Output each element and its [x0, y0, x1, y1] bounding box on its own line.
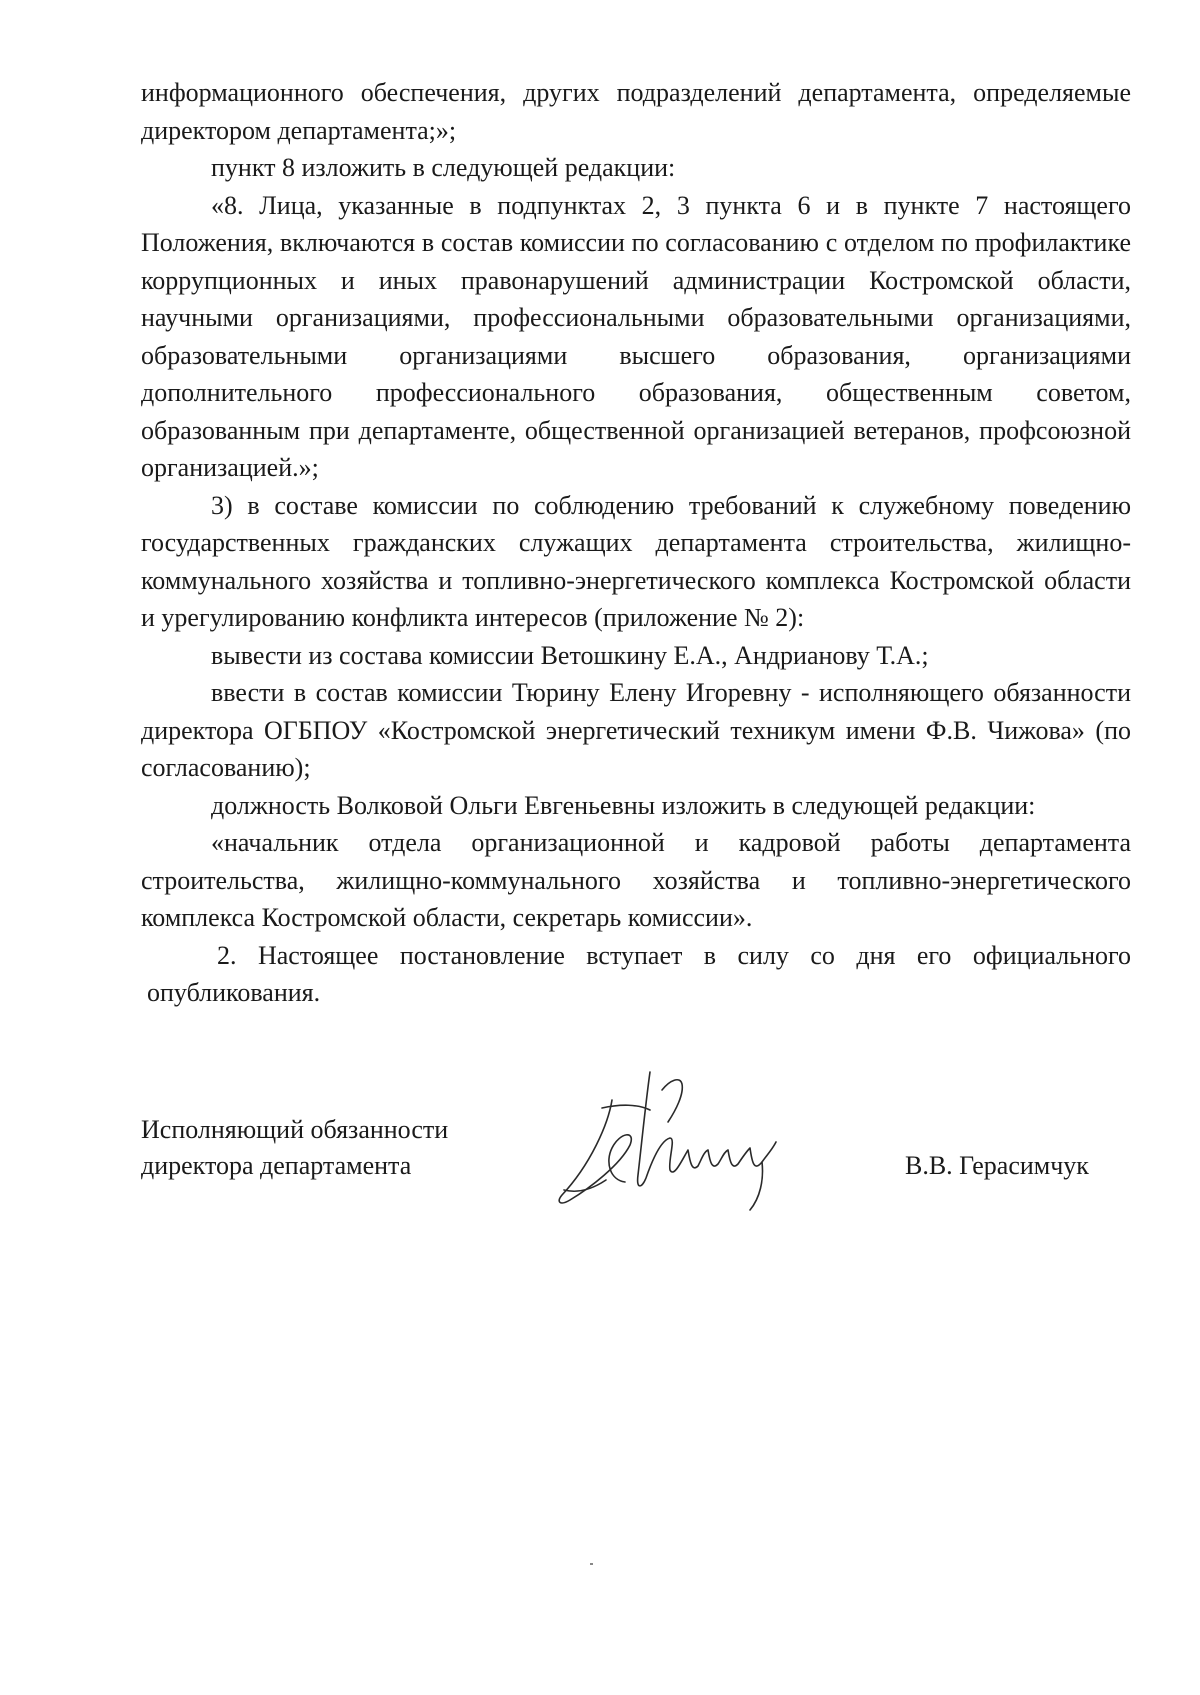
- paragraph-position-change: должность Волковой Ольги Евгеньевны изложить в следующей редакции:: [211, 790, 1036, 820]
- paragraph-effective-date: 2. Настоящее постановление вступает в силу со дня его официального опубликования.: [147, 940, 1131, 1007]
- signature-block: [0, 1060, 1200, 1230]
- signer-name: В.В. Герасимчук: [905, 1151, 1089, 1180]
- paragraph-item-8-intro: пункт 8 изложить в следующей редакции:: [211, 153, 676, 182]
- paragraph-item-8-text: «8. Лица, указанные в подпунктах 2, 3 пункта 6 и в пункте 7 настоящего Положения, включаются в состав комиссии по согласованию с отделом по профилактике коррупционных и иных правонарушений администрации Костромской области, научными организациями, профессиональными образовательными организациями, образовательными организациями высшего образования, организациями дополнительного профессионального образования, общественным советом, образованным при департаменте, общественной организацией ветеранов, профсоюзной организацией.»;: [141, 190, 1131, 482]
- scan-speck: [590, 1563, 593, 1565]
- document-body: [141, 74, 1131, 1012]
- handwritten-signature-icon: [550, 1070, 810, 1220]
- paragraph-remove-members: вывести из состава комиссии Ветошкину Е.А., Андрианову Т.А.;: [211, 640, 929, 670]
- signer-title-line-1: Исполняющий обязанности: [141, 1115, 449, 1144]
- paragraph-add-member: ввести в состав комиссии Тюрину Елену Игоревну - исполняющего обязанности директора ОГБПОУ «Костромской энергетический техникум имени Ф.В. Чижова» (по согласованию);: [141, 678, 1131, 782]
- paragraph-continuation: информационного обеспечения, других подразделений департамента, определяемые директором департамента;»;: [141, 78, 1131, 145]
- paragraph-subitem-3: 3) в составе комиссии по соблюдению требований к служебному поведению государственных гражданских служащих департамента строительства, жилищно-коммунального хозяйства и топливно-энергетического комплекса Костромской области и урегулированию конфликта интересов (приложение № 2):: [141, 490, 1131, 632]
- paragraph-position-text: «начальник отдела организационной и кадровой работы департамента строительства, жилищно-коммунального хозяйства и топливно-энергетического комплекса Костромской области, секретарь комиссии».: [141, 828, 1131, 932]
- signer-title-line-2: директора департамента: [141, 1151, 412, 1180]
- signer-title: [141, 1112, 521, 1184]
